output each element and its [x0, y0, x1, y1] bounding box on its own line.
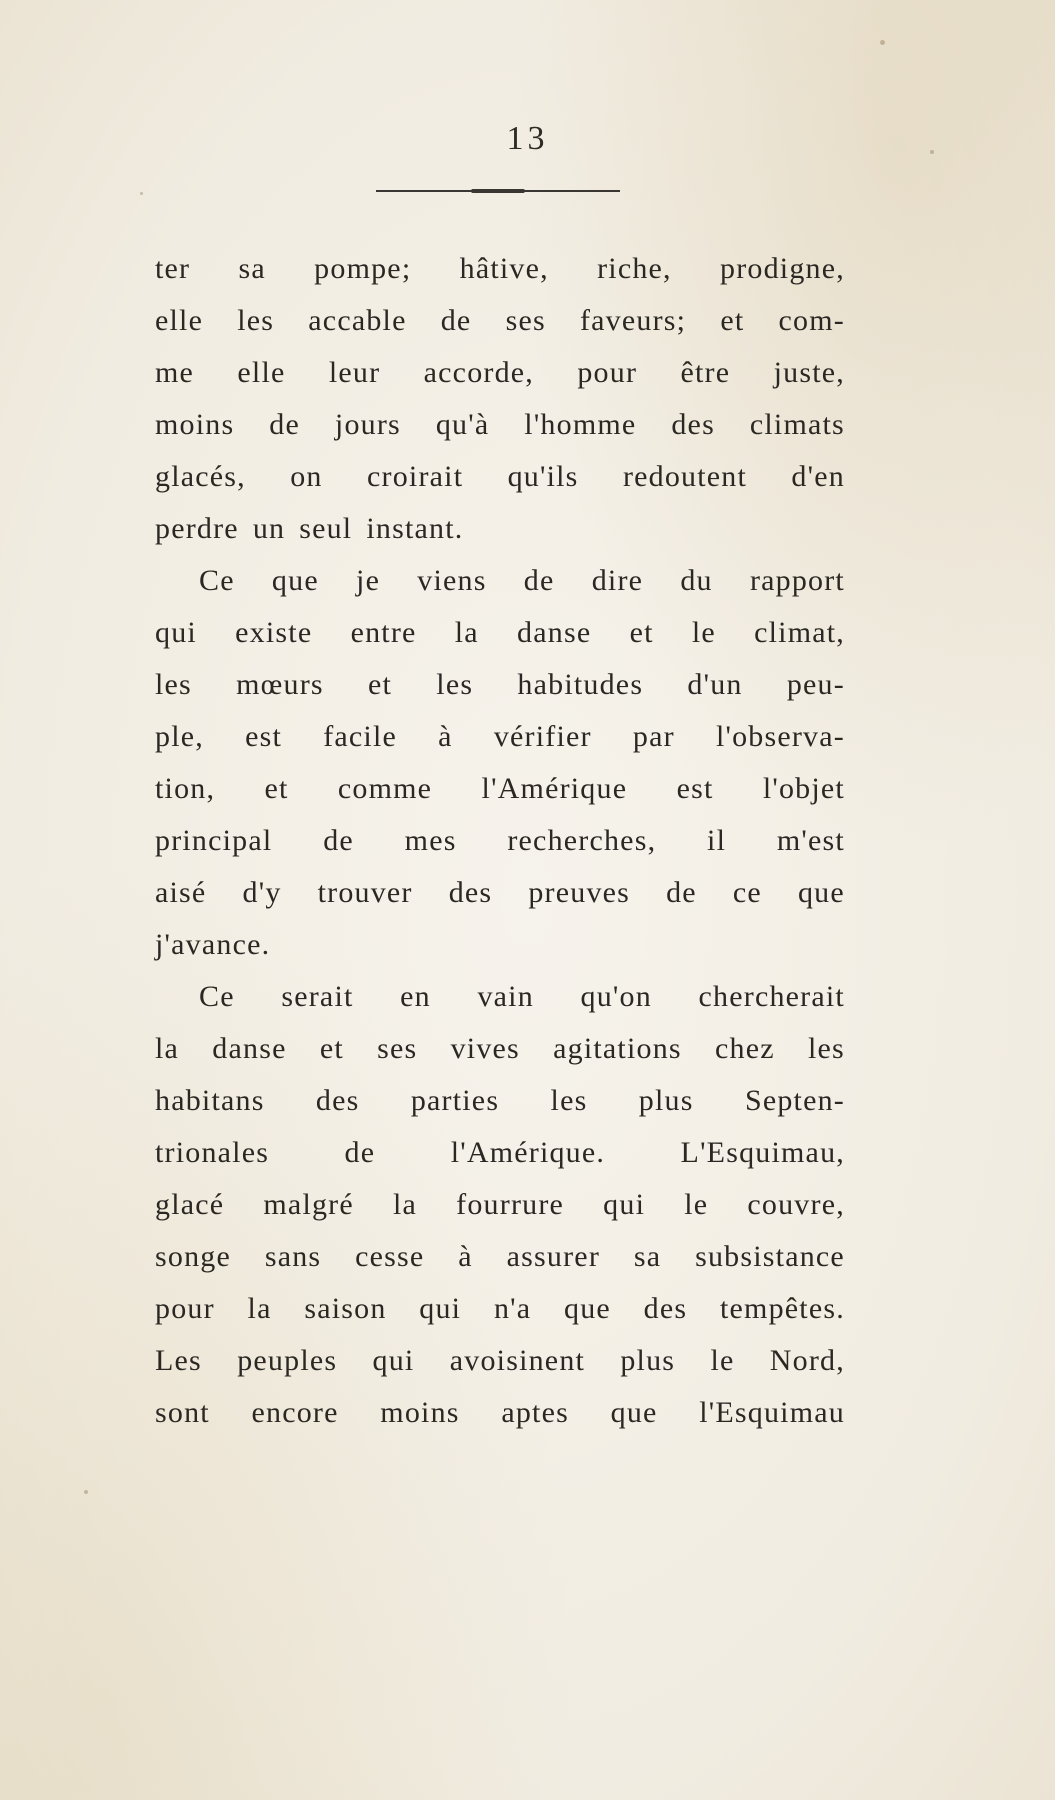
text-word: l'Amérique.: [450, 1136, 606, 1169]
text-word: perdre: [155, 512, 239, 545]
text-word: l'Esquimau: [699, 1396, 845, 1429]
text-word: elle: [155, 304, 204, 337]
text-word: habitudes: [517, 668, 644, 701]
text-word: preuves: [528, 876, 631, 909]
text-word: trionales: [155, 1136, 270, 1169]
body-text: [155, 243, 845, 1439]
text-word: plus: [620, 1344, 676, 1377]
text-line: [155, 659, 845, 711]
text-word: aisé: [155, 876, 207, 909]
text-line: [155, 399, 845, 451]
text-word: entre: [350, 616, 417, 649]
text-word: faveurs;: [579, 304, 687, 337]
text-word: peuples: [237, 1344, 338, 1377]
text-word: à: [438, 720, 453, 753]
text-word: juste,: [773, 356, 845, 389]
text-word: que: [564, 1292, 611, 1325]
text-word: l'observa-: [715, 720, 845, 753]
text-line: [155, 295, 845, 347]
text-word: principal: [155, 824, 273, 857]
text-word: qu'on: [580, 980, 652, 1013]
text-word: mœurs: [236, 668, 324, 701]
text-word: l'Amérique: [481, 772, 628, 805]
text-word: les: [436, 668, 474, 701]
text-word: vérifier: [493, 720, 592, 753]
text-word: ple,: [155, 720, 204, 753]
text-word: encore: [251, 1396, 339, 1429]
text-line: [155, 1023, 845, 1075]
text-word: climats: [749, 408, 845, 441]
text-word: que: [271, 564, 319, 597]
text-line: [155, 347, 845, 399]
text-word: j'avance.: [155, 928, 271, 961]
text-word: de: [440, 304, 472, 337]
text-line: [155, 867, 845, 919]
paper-speck: [140, 192, 143, 195]
text-word: et: [720, 304, 745, 337]
text-word: me: [155, 356, 195, 389]
text-word: en: [400, 980, 431, 1013]
text-word: recherches,: [507, 824, 657, 857]
text-word: jours: [334, 408, 401, 441]
text-line: [155, 971, 845, 1023]
text-word: parties: [410, 1084, 500, 1117]
text-word: il: [707, 824, 727, 857]
text-word: hâtive,: [459, 252, 549, 285]
text-word: com-: [778, 304, 845, 337]
text-word: d'en: [791, 460, 845, 493]
page-number: 13: [506, 120, 549, 157]
text-word: fourrure: [456, 1188, 565, 1221]
text-word: leur: [328, 356, 381, 389]
text-word: de: [323, 824, 354, 857]
text-word: les: [237, 304, 275, 337]
text-word: subsistance: [695, 1240, 845, 1273]
text-word: accorde,: [423, 356, 535, 389]
text-word: de: [523, 564, 555, 597]
text-word: chez: [715, 1032, 775, 1065]
text-line: [155, 607, 845, 659]
text-word: L'Esquimau,: [680, 1136, 845, 1169]
text-word: d'y: [242, 876, 282, 909]
text-word: et: [629, 616, 654, 649]
text-word: par: [632, 720, 675, 753]
text-word: ses: [505, 304, 546, 337]
text-word: moins: [380, 1396, 460, 1429]
text-word: trouver: [317, 876, 413, 909]
text-line: [155, 815, 845, 867]
text-line: [155, 503, 845, 555]
text-line: [155, 711, 845, 763]
text-word: saison: [304, 1292, 387, 1325]
text-word: peu-: [786, 668, 845, 701]
header-rule: [376, 190, 620, 192]
text-word: est: [676, 772, 714, 805]
text-line: [155, 1127, 845, 1179]
text-word: Ce: [199, 980, 235, 1013]
text-word: Les: [155, 1344, 202, 1377]
text-word: qui: [372, 1344, 415, 1377]
text-line: [155, 1387, 845, 1439]
text-word: tempêtes.: [719, 1292, 845, 1325]
text-word: de: [269, 408, 300, 441]
text-word: cesse: [355, 1240, 425, 1273]
text-word: vives: [450, 1032, 520, 1065]
text-word: et: [368, 668, 393, 701]
text-word: sa: [238, 252, 266, 285]
text-line: [155, 1179, 845, 1231]
text-word: la: [155, 1032, 180, 1065]
text-word: les: [155, 668, 192, 701]
text-word: m'est: [776, 824, 845, 857]
text-word: à: [458, 1240, 473, 1273]
text-word: le: [684, 1188, 709, 1221]
text-word: plus: [638, 1084, 694, 1117]
text-word: tion,: [155, 772, 216, 805]
text-word: le: [710, 1344, 735, 1377]
text-word: croirait: [367, 460, 464, 493]
text-line: [155, 1335, 845, 1387]
text-word: ter: [155, 252, 191, 285]
text-word: dire: [591, 564, 644, 597]
text-word: prodigne,: [720, 252, 845, 285]
text-word: redoutent: [622, 460, 748, 493]
text-word: être: [680, 356, 731, 389]
text-word: est: [245, 720, 283, 753]
text-word: serait: [281, 980, 354, 1013]
text-word: facile: [323, 720, 398, 753]
text-word: glacés,: [155, 460, 246, 493]
text-word: qu'à: [435, 408, 490, 441]
text-word: chercherait: [698, 980, 845, 1013]
text-word: elle: [237, 356, 286, 389]
text-word: habitans: [155, 1084, 265, 1117]
text-word: la: [454, 616, 479, 649]
text-word: la: [247, 1292, 272, 1325]
text-word: qu'ils: [507, 460, 579, 493]
text-word: n'a: [493, 1292, 532, 1325]
text-word: danse: [212, 1032, 287, 1065]
text-word: pompe;: [314, 252, 412, 285]
text-word: Nord,: [769, 1344, 845, 1377]
text-line: [155, 763, 845, 815]
text-word: glacé: [155, 1188, 225, 1221]
paper-speck: [930, 150, 934, 154]
text-line: [155, 243, 845, 295]
text-word: l'objet: [762, 772, 845, 805]
text-line: [155, 1283, 845, 1335]
text-word: agitations: [553, 1032, 682, 1065]
text-word: pour: [577, 356, 638, 389]
text-word: Septen-: [744, 1084, 845, 1117]
text-word: aptes: [501, 1396, 569, 1429]
text-word: un: [252, 512, 286, 545]
text-word: qui: [155, 616, 197, 649]
paper-speck: [84, 1490, 88, 1494]
text-word: viens: [417, 564, 487, 597]
text-word: des: [315, 1084, 360, 1117]
text-word: climat,: [754, 616, 845, 649]
text-word: ses: [377, 1032, 418, 1065]
text-word: l'homme: [524, 408, 637, 441]
text-word: sa: [633, 1240, 662, 1273]
text-word: sans: [264, 1240, 322, 1273]
text-line: [155, 555, 845, 607]
text-word: ce: [732, 876, 762, 909]
text-word: songe: [155, 1240, 231, 1273]
text-word: la: [393, 1188, 418, 1221]
text-word: moins: [155, 408, 235, 441]
text-word: couvre,: [747, 1188, 845, 1221]
text-word: mes: [404, 824, 457, 857]
text-word: comme: [337, 772, 433, 805]
text-word: je: [356, 564, 381, 597]
text-word: riche,: [597, 252, 672, 285]
text-word: pour: [155, 1292, 215, 1325]
text-word: rapport: [749, 564, 845, 597]
text-word: malgré: [263, 1188, 354, 1221]
paper-speck: [880, 40, 885, 45]
text-word: de: [344, 1136, 376, 1169]
text-word: assurer: [506, 1240, 601, 1273]
text-word: des: [671, 408, 715, 441]
text-line: [155, 1231, 845, 1283]
text-word: et: [319, 1032, 344, 1065]
text-word: des: [448, 876, 493, 909]
text-word: accable: [308, 304, 407, 337]
text-word: vain: [477, 980, 534, 1013]
text-word: qui: [603, 1188, 646, 1221]
text-word: existe: [235, 616, 313, 649]
text-word: les: [550, 1084, 588, 1117]
text-word: on: [290, 460, 323, 493]
text-word: des: [643, 1292, 688, 1325]
text-word: sont: [155, 1396, 210, 1429]
text-word: de: [666, 876, 697, 909]
text-line: [155, 919, 845, 971]
text-word: du: [680, 564, 713, 597]
text-word: danse: [517, 616, 592, 649]
text-word: le: [691, 616, 716, 649]
text-word: seul: [299, 512, 353, 545]
text-word: que: [797, 876, 845, 909]
text-word: avoisinent: [449, 1344, 586, 1377]
text-word: d'un: [687, 668, 743, 701]
text-word: instant.: [366, 512, 464, 545]
text-word: les: [807, 1032, 845, 1065]
text-word: et: [264, 772, 289, 805]
text-word: Ce: [199, 564, 235, 597]
text-word: qui: [419, 1292, 462, 1325]
text-word: que: [610, 1396, 658, 1429]
text-line: [155, 451, 845, 503]
text-line: [155, 1075, 845, 1127]
